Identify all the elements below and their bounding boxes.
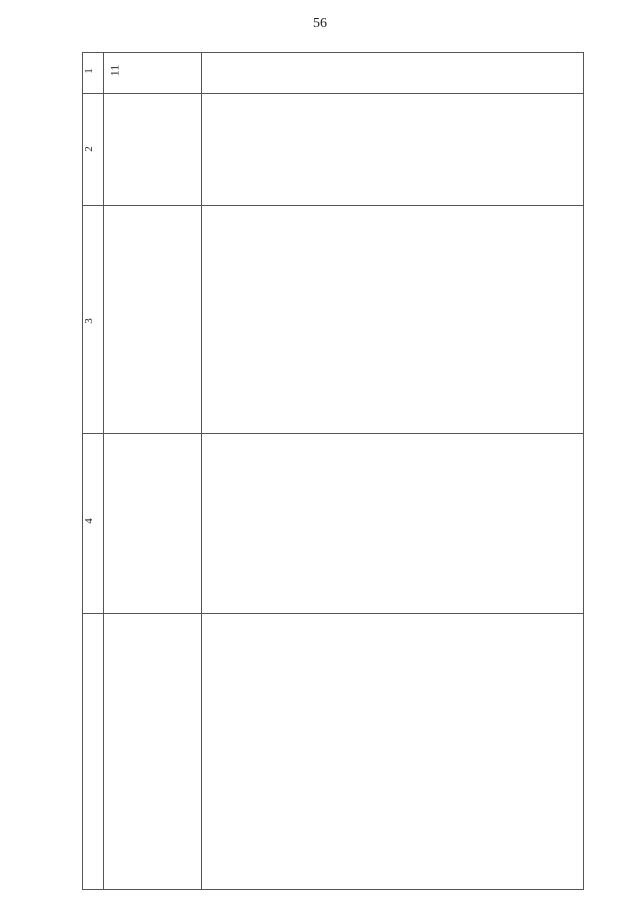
legal-basis-cell <box>107 95 197 203</box>
column-separator <box>83 613 583 614</box>
header-row-separator <box>103 53 104 889</box>
row-number: 11 <box>107 64 122 77</box>
contacts-cell <box>107 433 167 611</box>
column-separator <box>83 93 583 94</box>
column-header-4: 4 <box>82 518 95 524</box>
document-table <box>82 52 584 890</box>
column-header-3: 3 <box>82 318 95 324</box>
description-cell <box>107 205 567 431</box>
column-header-1: 1 <box>82 68 95 74</box>
row-separator <box>201 53 202 889</box>
column-header-2: 2 <box>82 146 95 152</box>
page-number: 56 <box>313 16 327 31</box>
